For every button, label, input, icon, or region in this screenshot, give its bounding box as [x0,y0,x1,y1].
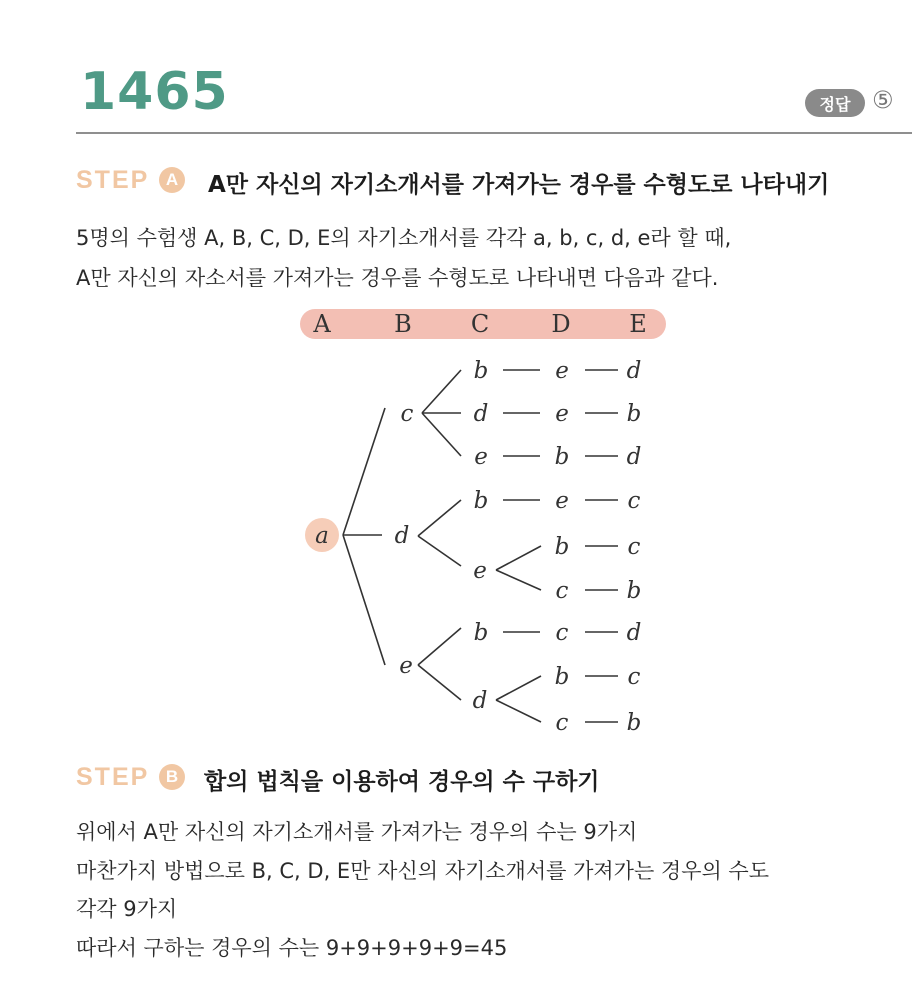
tree-leaf: d [626,358,642,384]
tree-node-b2: d [394,523,410,549]
answer-value: ⑤ [872,86,894,114]
tree-leaf: b [473,358,489,384]
tree-leaf: c [555,710,569,736]
answer-badge: 정답 [805,89,865,117]
step-b-badge: B [159,764,185,790]
problem-number: 1465 [80,62,229,122]
tree-leaf: c [627,664,641,690]
step-b-title: 합의 법칙을 이용하여 경우의 수 구하기 [204,769,600,795]
tree-leaf: c [555,620,569,646]
tree-root: a [315,523,329,549]
tree-leaf: b [554,444,570,470]
tree-leaf: b [473,620,489,646]
column-label-d: D [551,310,571,338]
tree-leaf: d [473,401,489,427]
tree-leaf: e [555,358,569,384]
tree-leaf: b [626,578,642,604]
step-a-label: STEP [76,166,150,194]
column-label-e: E [629,310,647,338]
intro-line-1: 5명의 수험생 A, B, C, D, E의 자기소개서를 각각 a, b, c, d, e라 할 때, [76,226,732,250]
tree-leaf: b [554,664,570,690]
tree-leaf: e [474,444,488,470]
step-a-title: A만 자신의 자기소개서를 가져가는 경우를 수형도로 나타내기 [208,172,830,198]
tree-leaf: c [555,578,569,604]
conclusion-line-2: 마찬가지 방법으로 B, C, D, E만 자신의 자기소개서를 가져가는 경우의 수도 [76,859,770,883]
tree-leaf: b [626,401,642,427]
tree-node-b1: c [400,401,414,427]
tree-leaf: b [554,534,570,560]
tree-leaf: e [555,401,569,427]
conclusion-line-4: 따라서 구하는 경우의 수는 9+9+9+9+9=45 [76,936,508,960]
tree-leaf: e [473,558,487,584]
conclusion-line-1: 위에서 A만 자신의 자기소개서를 가져가는 경우의 수는 9가지 [76,820,638,844]
tree-leaf: c [627,488,641,514]
tree-leaf: c [627,534,641,560]
column-label-a: A [313,310,331,338]
tree-leaf: d [472,688,488,714]
tree-node-b3: e [399,653,413,679]
column-label-c: C [470,310,490,338]
tree-leaf: d [626,620,642,646]
step-a-badge: A [159,167,185,193]
tree-leaf: b [626,710,642,736]
tree-leaf: d [626,444,642,470]
intro-line-2: A만 자신의 자소서를 가져가는 경우를 수형도로 나타내면 다음과 같다. [76,266,719,290]
column-label-b: B [394,310,412,338]
conclusion-line-3: 각각 9가지 [76,897,178,921]
tree-leaf: e [555,488,569,514]
step-b-label: STEP [76,763,150,791]
tree-leaf: b [473,488,489,514]
